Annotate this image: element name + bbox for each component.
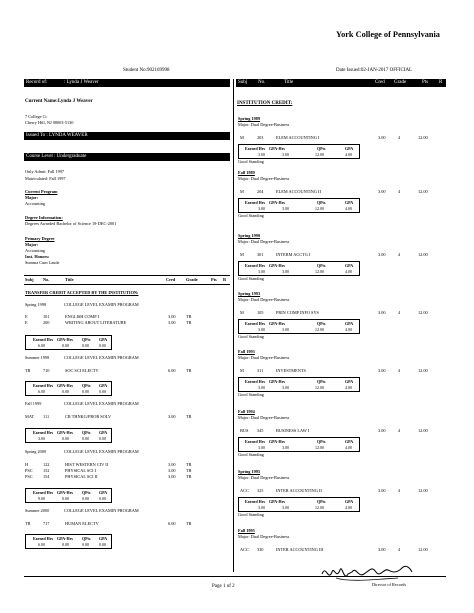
summary-gpa: 0.00 (99, 343, 106, 348)
course-subj: TR (25, 521, 31, 526)
summary-gpa: 0.00 (99, 436, 106, 441)
summary-qpts-label: QPts (82, 536, 91, 541)
transfer-source: COLLEGE LEVEL EXAMIN PROGRAM (64, 355, 139, 360)
course-no: 122 (43, 462, 50, 467)
course-cred: 3.00 (378, 310, 386, 315)
summary-gpa-hrs-label: GPA-Hrs (57, 383, 73, 388)
summary-gpa-hrs: 0.00 (62, 542, 69, 547)
summary-qpts: 12.00 (315, 327, 324, 332)
honors-label: Inst. Honors: (25, 254, 50, 259)
col-title: Title (284, 80, 294, 85)
summary-gpa: 4.00 (345, 206, 352, 211)
course-grade: 4 (398, 189, 401, 194)
course-no: 330 (257, 547, 264, 552)
summary-earned-hrs-label: Earned Hrs (245, 439, 266, 444)
summary-gpa-label: GPA (345, 499, 354, 504)
honors-value: Summa Cum Laude (25, 260, 60, 265)
summary-earned-hrs-label: Earned Hrs (33, 383, 54, 388)
course-no: 311 (257, 368, 264, 373)
course-no: 105 (257, 310, 264, 315)
summary-gpa-label: GPA (345, 379, 354, 384)
transfer-term: Spring 2000 (25, 449, 47, 454)
left-col-title: Title (65, 277, 74, 282)
course-title: ELEM ACCOUNTING II (276, 189, 321, 194)
issued-to: Issued To : LYNDA WEAVER (26, 133, 88, 138)
summary-gpa-hrs: 3.00 (282, 445, 289, 450)
academic-standing: Good Standing (238, 452, 264, 457)
term-heading: Fall 1994 (238, 409, 255, 414)
course-level: Course Level : Undergraduate (26, 154, 87, 159)
summary-earned-hrs: 6.00 (38, 389, 45, 394)
course-title: CR THNKG/PROB SOLV (65, 414, 112, 419)
term-summary-box (238, 497, 360, 512)
academic-standing: Good Standing (238, 334, 264, 339)
summary-gpa-label: GPA (99, 536, 108, 541)
term-heading: Spring 1989 (238, 116, 261, 121)
summary-earned-hrs-label: Earned Hrs (245, 321, 266, 326)
summary-gpa-label: GPA (99, 490, 108, 495)
transfer-term: Summer 1998 (25, 355, 50, 360)
course-subj: M (240, 189, 244, 194)
course-no: 710 (43, 368, 50, 373)
course-pts: 12.00 (418, 252, 428, 257)
course-grade: TR (186, 468, 192, 473)
summary-gpa-hrs: 0.00 (62, 343, 69, 348)
matriculated: Matriculated: Fall 1997 (25, 176, 66, 181)
primary-degree-heading: Primary Degree (25, 236, 55, 241)
course-no: 325 (257, 488, 264, 493)
summary-gpa-hrs-label: GPA-Hrs (269, 379, 285, 384)
course-cred: 3.00 (168, 474, 176, 479)
summary-gpa-hrs: 3.00 (282, 206, 289, 211)
course-title: PHYSICAL SCI I (65, 468, 97, 473)
summary-qpts: 0.00 (82, 343, 89, 348)
course-subj: E (25, 314, 28, 319)
course-title: ENGLISH COMP I (65, 314, 99, 319)
course-title: WRITING ABOUT LITERATURE (65, 320, 127, 325)
course-grade: TR (186, 414, 192, 419)
summary-earned-hrs: 6.00 (38, 343, 45, 348)
transfer-term: Spring 1998 (25, 302, 47, 307)
summary-qpts-label: QPts (317, 146, 326, 151)
course-pts: 12.00 (418, 189, 428, 194)
academic-standing: Good Standing (238, 392, 264, 397)
summary-qpts-label: QPts (317, 321, 326, 326)
record-of-label: Record of: (26, 80, 48, 85)
left-column-header-top-rule (24, 275, 230, 276)
course-no: 345 (257, 428, 264, 433)
summary-gpa-hrs: 3.00 (282, 505, 289, 510)
course-pts: 12.00 (418, 428, 428, 433)
course-grade: 4 (398, 488, 401, 493)
col-subj: Subj (238, 80, 248, 85)
term-summary-box (25, 488, 112, 503)
course-no: 717 (43, 521, 50, 526)
summary-earned-hrs-label: Earned Hrs (245, 499, 266, 504)
summary-qpts: 12.00 (315, 152, 324, 157)
signature-stroke (336, 578, 398, 580)
course-level-bar (24, 153, 230, 161)
only-admit: Only Admit: Fall 1997 (25, 169, 65, 174)
summary-gpa-hrs-label: GPA-Hrs (57, 337, 73, 342)
term-major: Major: Dual Degree-Business (238, 239, 290, 244)
summary-gpa: 4.00 (345, 385, 352, 390)
course-cred: 3.00 (168, 468, 176, 473)
course-title: BUSINESS LAW I (276, 428, 310, 433)
course-cred: 6.00 (168, 368, 176, 373)
summary-gpa-hrs-label: GPA-Hrs (269, 321, 285, 326)
course-no: 203 (257, 135, 264, 140)
summary-qpts: 12.00 (315, 206, 324, 211)
course-subj: M (240, 368, 244, 373)
summary-gpa-label: GPA (99, 337, 108, 342)
summary-gpa: 4.00 (345, 327, 352, 332)
summary-earned-hrs: 3.00 (258, 269, 265, 274)
course-title: INTERM ACCTG I (276, 252, 311, 257)
course-no: 200 (43, 320, 50, 325)
summary-earned-hrs-label: Earned Hrs (33, 536, 54, 541)
summary-gpa: 4.00 (345, 152, 352, 157)
summary-gpa-hrs-label: GPA-Hrs (57, 536, 73, 541)
date-issued: Date Issued:02-JAN-2017 OFFICIAL (336, 68, 413, 73)
left-col-r: R (223, 277, 227, 282)
course-title: INTER ACCOUNTING III (276, 547, 324, 552)
course-title: PRIN COMP INFO SYS (276, 310, 319, 315)
academic-standing: Good Standing (238, 276, 264, 281)
left-column-header-bottom-rule (24, 284, 230, 285)
course-subj: M (240, 310, 244, 315)
term-major: Major: Dual Degree-Business (238, 415, 290, 420)
course-grade: TR (186, 462, 192, 467)
course-no: 111 (43, 414, 50, 419)
transfer-term: Summer 2000 (25, 508, 50, 513)
course-pts: 12.00 (418, 488, 428, 493)
course-pts: 12.00 (418, 135, 428, 140)
summary-earned-hrs-label: Earned Hrs (33, 490, 54, 495)
course-grade: 4 (398, 252, 401, 257)
summary-gpa-hrs: 0.00 (62, 389, 69, 394)
left-col-subj: Subj (25, 277, 34, 282)
course-grade: TR (186, 368, 192, 373)
degree-value: Degrees Awarded Bachelor of Science 19-DEC-2001 (25, 221, 117, 226)
course-title: ELEM ACCOUNTING I (276, 135, 320, 140)
summary-gpa-label: GPA (99, 430, 108, 435)
right-column-header-bar (236, 79, 446, 87)
course-cred: 3.00 (378, 252, 386, 257)
course-cred: 3.00 (168, 462, 176, 467)
term-summary-box (25, 335, 112, 350)
left-col-cred: Cred (166, 277, 176, 282)
course-grade: 4 (398, 368, 401, 373)
summary-qpts: 0.00 (82, 436, 89, 441)
course-grade: TR (186, 474, 192, 479)
term-major: Major: Dual Degree-Business (238, 122, 290, 127)
summary-gpa-label: GPA (99, 383, 108, 388)
term-summary-box (238, 144, 360, 159)
primary-major-label: Major: (25, 242, 39, 247)
transfer-source: COLLEGE LEVEL EXAMIN PROGRAM (64, 302, 139, 307)
primary-major-value: Accounting (25, 248, 46, 253)
address-line-1: 7 College Ct (25, 114, 47, 119)
term-summary-box (238, 319, 360, 334)
course-cred: 3.00 (378, 368, 386, 373)
summary-gpa-hrs-label: GPA-Hrs (57, 430, 73, 435)
course-no: 101 (43, 314, 50, 319)
summary-earned-hrs-label: Earned Hrs (245, 379, 266, 384)
summary-gpa-label: GPA (345, 321, 354, 326)
summary-earned-hrs-label: Earned Hrs (33, 430, 54, 435)
col-r: R (439, 80, 443, 85)
course-cred: 3.00 (378, 135, 386, 140)
major-label: Major: (25, 195, 39, 200)
signature-stroke (322, 566, 412, 576)
term-major: Major: Dual Degree-Business (238, 475, 290, 480)
term-summary-box (238, 261, 360, 276)
course-no: 301 (257, 252, 264, 257)
course-subj: H (25, 462, 29, 467)
summary-gpa-hrs-label: GPA-Hrs (269, 499, 285, 504)
term-summary-box (238, 198, 360, 213)
summary-gpa: 0.00 (99, 542, 106, 547)
summary-gpa-hrs: 3.00 (282, 385, 289, 390)
summary-earned-hrs: 3.00 (258, 505, 265, 510)
issued-to-bar (24, 132, 230, 140)
term-heading: Spring 1993 (238, 291, 261, 296)
course-subj: ACC (240, 547, 249, 552)
left-col-grade: Grade (186, 277, 198, 282)
course-no: 204 (257, 189, 264, 194)
summary-gpa-hrs: 0.00 (62, 496, 69, 501)
term-summary-box (25, 428, 112, 443)
academic-standing: Good Standing (238, 213, 264, 218)
summary-qpts: 12.00 (315, 385, 324, 390)
summary-gpa-hrs: 3.00 (282, 269, 289, 274)
course-subj: M (240, 252, 244, 257)
institution-title: York College of Pennsylvania (336, 30, 440, 39)
summary-gpa: 4.00 (345, 505, 352, 510)
summary-earned-hrs: 3.00 (38, 436, 45, 441)
course-subj: E (25, 320, 28, 325)
course-cred: 3.00 (168, 314, 176, 319)
course-title: HUMAN ELECTV (65, 521, 99, 526)
record-of-bar (24, 79, 230, 87)
academic-standing: Good Standing (238, 512, 264, 517)
transfer-term: Fall 1999 (25, 401, 42, 406)
summary-qpts-label: QPts (317, 379, 326, 384)
summary-qpts-label: QPts (317, 499, 326, 504)
col-cred: Cred (375, 80, 385, 85)
summary-gpa-hrs-label: GPA-Hrs (269, 200, 285, 205)
course-no: 154 (43, 474, 50, 479)
student-number: Student No:902169998 (123, 68, 170, 73)
transfer-source: COLLEGE LEVEL EXAMIN PROGRAM (64, 508, 139, 513)
term-heading: Fall 1989 (238, 170, 255, 175)
summary-gpa-label: GPA (345, 146, 354, 151)
course-grade: TR (186, 521, 192, 526)
summary-gpa-hrs-label: GPA-Hrs (269, 439, 285, 444)
summary-qpts-label: QPts (82, 383, 91, 388)
course-subj: PSC (25, 474, 33, 479)
transfer-source: COLLEGE LEVEL EXAMIN PROGRAM (64, 449, 139, 454)
summary-qpts: 12.00 (315, 445, 324, 450)
summary-gpa-hrs-label: GPA-Hrs (57, 490, 73, 495)
summary-qpts-label: QPts (82, 337, 91, 342)
summary-qpts-label: QPts (317, 200, 326, 205)
transfer-heading: TRANSFER CREDIT ACCEPTED BY THE INSTITUTION: (25, 290, 139, 295)
summary-qpts-label: QPts (82, 490, 91, 495)
col-no: No. (258, 80, 266, 85)
summary-qpts: 0.00 (82, 389, 89, 394)
term-heading: Fall 1993 (238, 349, 255, 354)
current-program-heading: Current Program (25, 189, 58, 194)
course-grade: TR (186, 320, 192, 325)
term-major: Major: Dual Degree-Business (238, 297, 290, 302)
term-major: Major: Dual Degree-Business (238, 534, 290, 539)
term-summary-box (25, 381, 112, 396)
course-no: 152 (43, 468, 50, 473)
summary-qpts: 12.00 (315, 505, 324, 510)
summary-gpa-label: GPA (345, 263, 354, 268)
course-title: INVESTMENTS (276, 368, 306, 373)
summary-qpts: 0.00 (82, 542, 89, 547)
summary-earned-hrs: 3.00 (258, 327, 265, 332)
institution-credit-heading: INSTITUTION CREDIT: (237, 101, 293, 106)
summary-gpa: 4.00 (345, 445, 352, 450)
summary-qpts-label: QPts (82, 430, 91, 435)
major-value: Accounting (25, 201, 46, 206)
term-summary-box (238, 437, 360, 452)
course-cred: 3.00 (378, 189, 386, 194)
signature-title: Director of Records (372, 582, 407, 587)
summary-earned-hrs: 3.00 (258, 385, 265, 390)
course-cred: 3.00 (168, 414, 176, 419)
summary-earned-hrs: 6.00 (38, 542, 45, 547)
degree-info-heading: Degree Information: (25, 215, 63, 220)
summary-gpa: 0.00 (99, 496, 106, 501)
course-cred: 3.00 (378, 428, 386, 433)
left-col-pts: Pts (211, 277, 217, 282)
term-heading: Fall 1995 (238, 528, 255, 533)
course-cred: 3.00 (168, 320, 176, 325)
course-subj: MAT (25, 414, 35, 419)
course-pts: 12.00 (418, 310, 428, 315)
course-grade: 4 (398, 547, 401, 552)
summary-gpa-hrs: 3.00 (282, 152, 289, 157)
summary-earned-hrs-label: Earned Hrs (245, 146, 266, 151)
course-subj: ACC (240, 488, 249, 493)
column-divider (233, 79, 234, 572)
summary-gpa-hrs: 0.00 (62, 436, 69, 441)
term-heading: Spring 1990 (238, 233, 261, 238)
course-cred: 6.00 (168, 521, 176, 526)
summary-qpts: 12.00 (315, 269, 324, 274)
course-grade: 4 (398, 310, 401, 315)
course-subj: BUS (240, 428, 249, 433)
col-pts: Pts (422, 80, 429, 85)
course-subj: M (240, 135, 244, 140)
summary-earned-hrs-label: Earned Hrs (245, 200, 266, 205)
course-subj: TR (25, 368, 31, 373)
summary-qpts-label: QPts (317, 263, 326, 268)
summary-qpts: 0.00 (82, 496, 89, 501)
summary-gpa-hrs: 3.00 (282, 327, 289, 332)
term-heading: Spring 1995 (238, 469, 261, 474)
page-number: Page 1 of 2 (212, 584, 235, 589)
course-grade: 4 (398, 135, 401, 140)
term-summary-box (25, 534, 112, 549)
academic-standing: Good Standing (238, 159, 264, 164)
course-grade: 4 (398, 428, 401, 433)
summary-gpa-hrs-label: GPA-Hrs (269, 263, 285, 268)
summary-gpa-label: GPA (345, 200, 354, 205)
term-summary-box (238, 377, 360, 392)
term-major: Major: Dual Degree-Business (238, 355, 290, 360)
summary-earned-hrs-label: Earned Hrs (33, 337, 54, 342)
col-grade: Grade (394, 80, 407, 85)
current-name: Current Name:Lynda J Weaver (25, 99, 93, 104)
course-pts: 12.00 (418, 368, 428, 373)
course-grade: TR (186, 314, 192, 319)
summary-earned-hrs-label: Earned Hrs (245, 263, 266, 268)
record-of-name: : Lynda J Weaver (64, 80, 99, 85)
course-title: PHYSICAL SCI II (65, 474, 98, 479)
summary-gpa: 4.00 (345, 269, 352, 274)
course-pts: 12.00 (418, 547, 428, 552)
summary-gpa: 0.00 (99, 389, 106, 394)
course-cred: 3.00 (378, 547, 386, 552)
summary-gpa-hrs-label: GPA-Hrs (269, 146, 285, 151)
left-col-no: No. (43, 277, 50, 282)
course-subj: PSC (25, 468, 33, 473)
term-major: Major: Dual Degree-Business (238, 176, 290, 181)
summary-earned-hrs: 3.00 (258, 445, 265, 450)
course-title: HIST WESTERN CIV II (65, 462, 109, 467)
course-cred: 3.00 (378, 488, 386, 493)
address-line-2: Cherry Hill, NJ 08003-5130 (25, 120, 74, 125)
course-title: SOC SCI ELECTV (65, 368, 99, 373)
transfer-source: COLLEGE LEVEL EXAMIN PROGRAM (64, 401, 139, 406)
summary-gpa-label: GPA (345, 439, 354, 444)
summary-earned-hrs: 3.00 (258, 152, 265, 157)
summary-earned-hrs: 9.00 (38, 496, 45, 501)
summary-earned-hrs: 3.00 (258, 206, 265, 211)
course-title: INTER ACCOUNTING II (276, 488, 322, 493)
summary-qpts-label: QPts (317, 439, 326, 444)
